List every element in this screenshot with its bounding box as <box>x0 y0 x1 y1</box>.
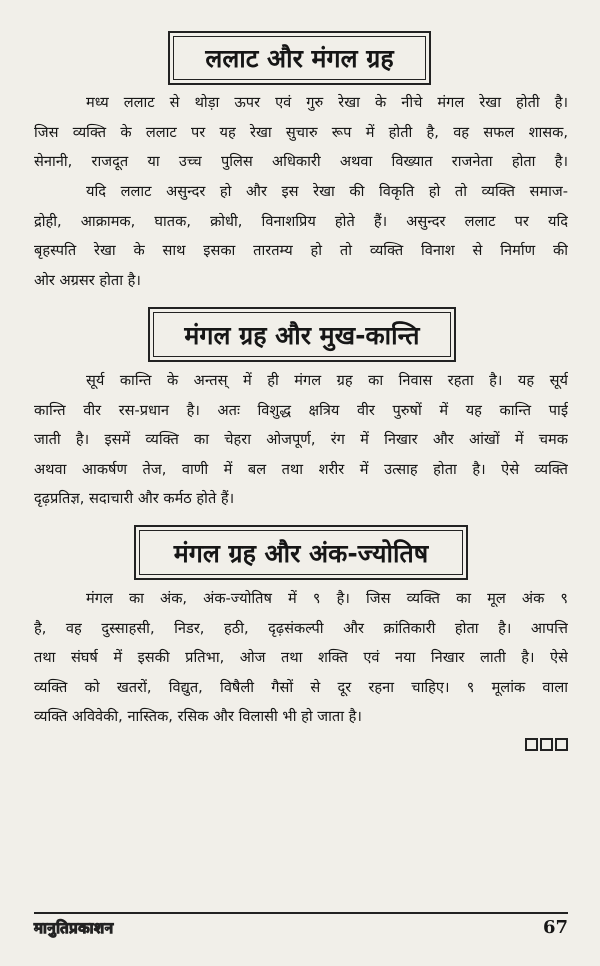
text-line: सेनानी, राजदूत या उच्च पुलिस अधिकारी अथवा विख्यात राजनेता होता है। <box>34 153 568 170</box>
text-line: दृढ़प्रतिज्ञ, सदाचारी और कर्मठ होते हैं। <box>34 490 235 507</box>
section-heading-forehead-mars <box>168 31 431 85</box>
section-heading-text: मंगल ग्रह और अंक-ज्योतिष <box>139 530 463 575</box>
text-line: द्रोही, आक्रामक, घातक, क्रोधी, विनाशप्रिय होते हैं। असुन्दर ललाट पर यदि <box>34 212 568 230</box>
section-heading-mars-face-glow <box>148 307 456 362</box>
text-line: जाती है। इसमें व्यक्ति का चेहरा ओजपूर्ण, रंग में निखार और आंखों में चमक <box>34 431 568 448</box>
text-line: मध्य ललाट से थोड़ा ऊपर एवं गुरु रेखा के नीचे मंगल रेखा होती है। <box>86 94 568 111</box>
text-line: अथवा आकर्षण तेज, वाणी में बल तथा शरीर में उत्साह होता है। ऐसे व्यक्ति <box>34 460 568 478</box>
footer-divider <box>34 912 568 914</box>
text-line: है, वह दुस्साहसी, निडर, हठी, दृढ़संकल्पी और क्रांतिकारी होता है। आपत्ति <box>34 619 568 637</box>
text-line: सूर्य कान्ति के अन्तस् में ही मंगल ग्रह का निवास रहता है। यह सूर्य <box>86 372 568 389</box>
publisher-name: मानुतिप्रकाशन <box>34 919 114 937</box>
page-number: 67 <box>542 917 568 938</box>
text-line: ओर अग्रसर होता है। <box>34 271 141 289</box>
paragraph <box>34 88 568 177</box>
text-line: बृहस्पति रेखा के साथ इसका तारतम्य हो तो व्यक्ति विनाश से निर्माण की <box>34 242 568 259</box>
paragraph <box>34 177 568 295</box>
section-heading-text: मंगल ग्रह और मुख-कान्ति <box>153 312 451 357</box>
section-heading-mars-numerology <box>134 525 468 580</box>
square-ornament-icon <box>540 738 553 751</box>
text-line: कान्ति वीर रस-प्रधान है। अतः विशुद्ध क्षत्रिय वीर पुरुषों में यह कान्ति पाई <box>34 401 568 419</box>
paragraph <box>34 584 568 732</box>
text-line: तथा संघर्ष में इसकी प्रतिभा, ओज तथा शक्ति एवं नया निखार लाती है। ऐसे <box>34 649 568 666</box>
text-line: मंगल का अंक, अंक-ज्योतिष में ९ है। जिस व्यक्ति का मूल अंक ९ <box>86 590 568 607</box>
square-ornament-icon <box>525 738 538 751</box>
section-heading-text: ललाट और मंगल ग्रह <box>173 36 426 80</box>
text-line: जिस व्यक्ति के ललाट पर यह रेखा सुचारु रूप में होती है, वह सफल शासक, <box>34 123 568 141</box>
text-line: व्यक्ति को खतरों, विद्युत, विषैली गैसों से दूर रहना चाहिए। ९ मूलांक वाला <box>34 678 568 696</box>
text-line: यदि ललाट असुन्दर हो और इस रेखा की विकृति हो तो व्यक्ति समाज- <box>86 183 568 200</box>
square-ornament-icon <box>555 738 568 751</box>
paragraph <box>34 366 568 514</box>
text-line: व्यक्ति अविवेकी, नास्तिक, रसिक और विलासी भी हो जाता है। <box>34 708 362 725</box>
section-end-ornament <box>525 738 568 751</box>
